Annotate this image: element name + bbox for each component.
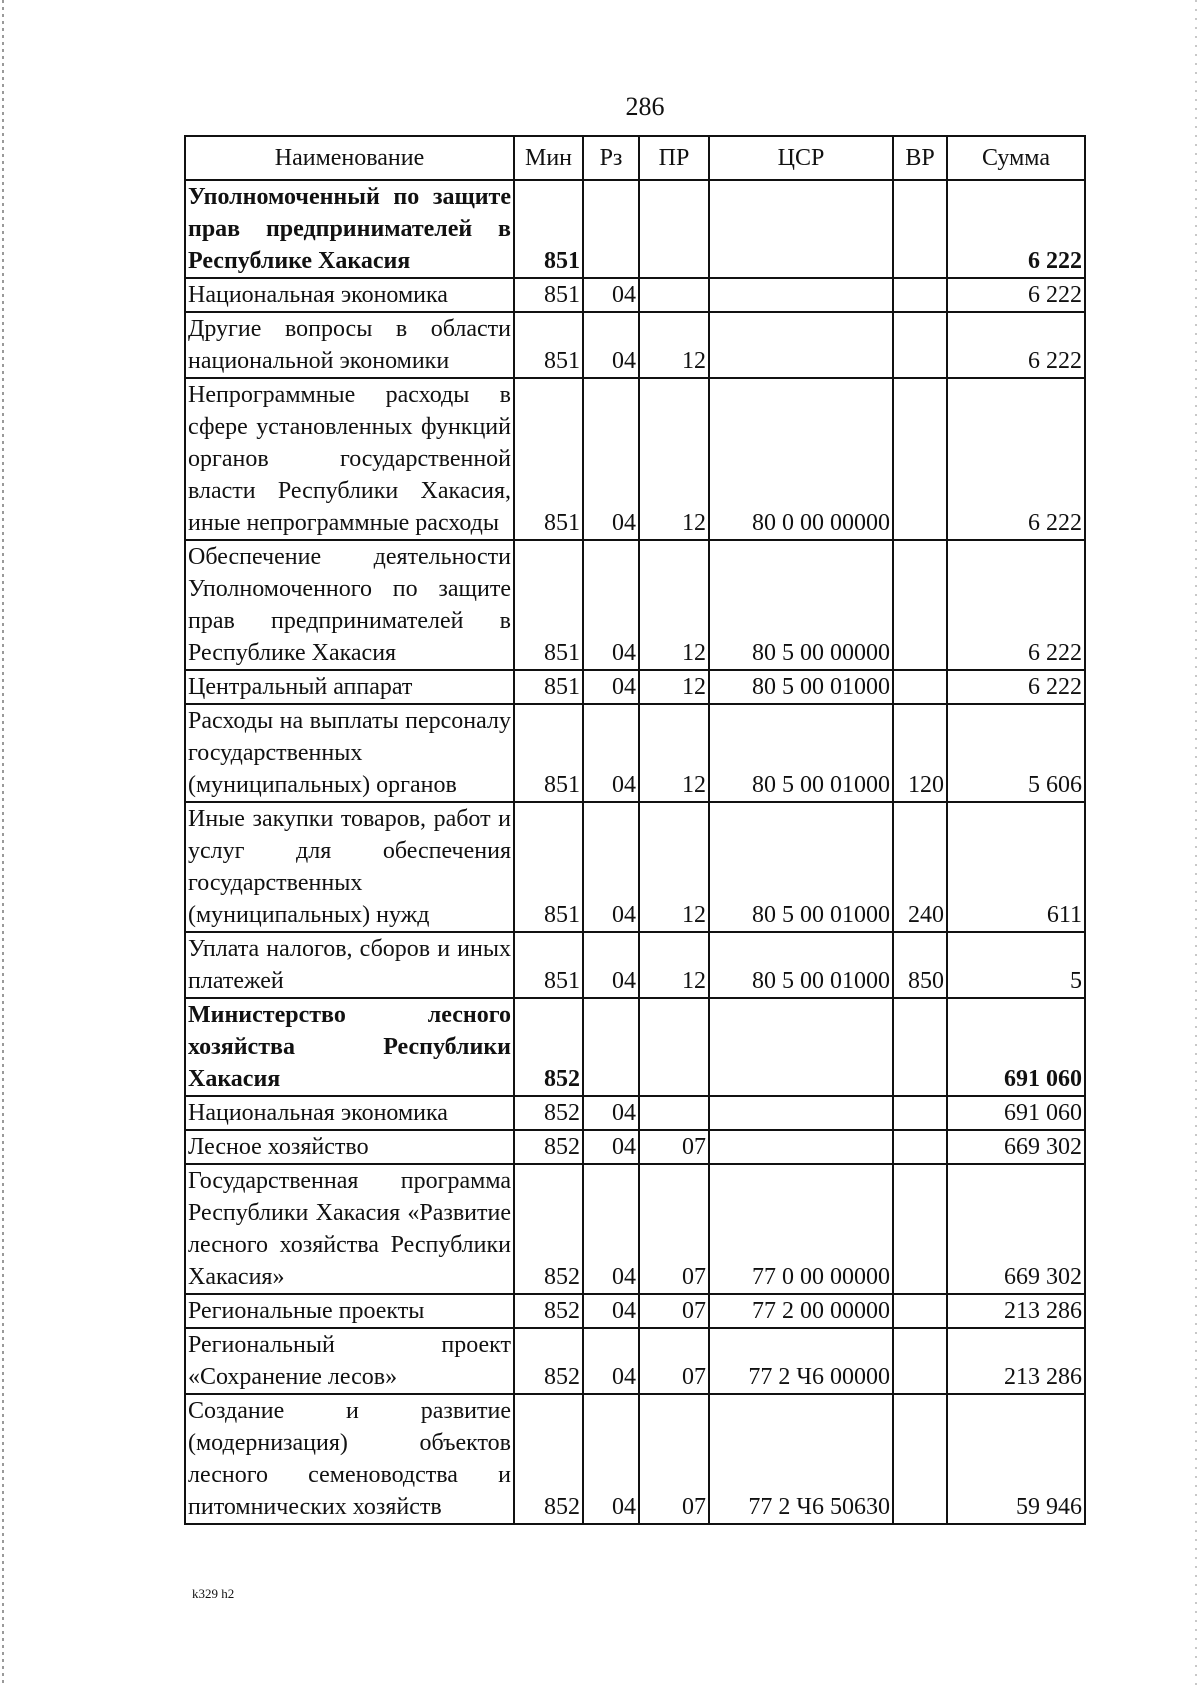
cell-csr: 80 5 00 01000 (709, 932, 893, 998)
cell-vr (893, 1130, 947, 1164)
table-header-row (185, 136, 1085, 180)
cell-vr (893, 670, 947, 704)
cell-rz: 04 (583, 378, 639, 540)
cell-rz: 04 (583, 1164, 639, 1294)
cell-min: 852 (514, 998, 583, 1096)
cell-min: 851 (514, 540, 583, 670)
cell-csr: 80 0 00 00000 (709, 378, 893, 540)
cell-min: 852 (514, 1130, 583, 1164)
cell-name: Непрограммные расходы в сфере установленных функций органов государственной власти Республики Хакасия, иные непрограммные расходы (185, 378, 514, 540)
header-min: Мин (514, 136, 583, 180)
cell-name: Центральный аппарат (185, 670, 514, 704)
cell-pr: 12 (639, 312, 709, 378)
cell-rz: 04 (583, 1294, 639, 1328)
cell-rz: 04 (583, 704, 639, 802)
cell-csr: 80 5 00 00000 (709, 540, 893, 670)
cell-min: 851 (514, 802, 583, 932)
cell-name: Государственная программа Республики Хакасия «Развитие лесного хозяйства Республики Хакасия» (185, 1164, 514, 1294)
cell-sum: 6 222 (947, 540, 1085, 670)
table-row (185, 998, 1085, 1096)
cell-min: 852 (514, 1328, 583, 1394)
cell-rz: 04 (583, 1328, 639, 1394)
table-row (185, 932, 1085, 998)
table-row (185, 670, 1085, 704)
cell-sum: 213 286 (947, 1328, 1085, 1394)
cell-csr: 80 5 00 01000 (709, 704, 893, 802)
cell-vr (893, 180, 947, 278)
cell-name: Национальная экономика (185, 1096, 514, 1130)
cell-name: Лесное хозяйство (185, 1130, 514, 1164)
cell-sum: 669 302 (947, 1130, 1085, 1164)
table-row (185, 704, 1085, 802)
cell-vr (893, 1294, 947, 1328)
header-pr: ПР (639, 136, 709, 180)
budget-table (184, 135, 1086, 1525)
cell-vr: 850 (893, 932, 947, 998)
table-row (185, 802, 1085, 932)
cell-pr: 12 (639, 802, 709, 932)
cell-vr (893, 378, 947, 540)
cell-sum: 6 222 (947, 278, 1085, 312)
cell-sum: 6 222 (947, 312, 1085, 378)
cell-csr (709, 278, 893, 312)
cell-vr (893, 998, 947, 1096)
cell-csr: 77 2 Ч6 50630 (709, 1394, 893, 1524)
cell-pr: 12 (639, 378, 709, 540)
cell-pr: 07 (639, 1394, 709, 1524)
header-vr: ВР (893, 136, 947, 180)
cell-csr: 77 0 00 00000 (709, 1164, 893, 1294)
table-row (185, 312, 1085, 378)
cell-min: 851 (514, 180, 583, 278)
cell-name: Уплата налогов, сборов и иных платежей (185, 932, 514, 998)
cell-rz: 04 (583, 312, 639, 378)
header-csr: ЦСР (709, 136, 893, 180)
cell-vr (893, 312, 947, 378)
cell-sum: 5 (947, 932, 1085, 998)
cell-pr (639, 1096, 709, 1130)
cell-pr: 07 (639, 1130, 709, 1164)
cell-pr (639, 180, 709, 278)
table-row (185, 180, 1085, 278)
cell-pr: 12 (639, 932, 709, 998)
cell-pr: 07 (639, 1294, 709, 1328)
cell-rz (583, 180, 639, 278)
cell-pr (639, 278, 709, 312)
cell-sum: 669 302 (947, 1164, 1085, 1294)
cell-min: 852 (514, 1096, 583, 1130)
cell-vr (893, 278, 947, 312)
scan-edge-right (1195, 0, 1197, 1686)
table-row (185, 1164, 1085, 1294)
cell-name: Министерство лесного хозяйства Республики Хакасия (185, 998, 514, 1096)
cell-vr (893, 1096, 947, 1130)
cell-pr: 07 (639, 1164, 709, 1294)
table-row (185, 1130, 1085, 1164)
table-row (185, 1096, 1085, 1130)
cell-pr: 07 (639, 1328, 709, 1394)
cell-sum: 213 286 (947, 1294, 1085, 1328)
cell-name: Региональные проекты (185, 1294, 514, 1328)
cell-name: Расходы на выплаты персоналу государственных (муниципальных) органов (185, 704, 514, 802)
cell-rz: 04 (583, 802, 639, 932)
cell-sum: 6 222 (947, 378, 1085, 540)
cell-min: 851 (514, 312, 583, 378)
cell-name: Создание и развитие (модернизация) объектов лесного семеноводства и питомнических хозяйств (185, 1394, 514, 1524)
cell-csr: 77 2 00 00000 (709, 1294, 893, 1328)
header-name: Наименование (185, 136, 514, 180)
cell-rz: 04 (583, 278, 639, 312)
cell-rz: 04 (583, 1130, 639, 1164)
table-row (185, 278, 1085, 312)
cell-vr (893, 540, 947, 670)
table-row (185, 378, 1085, 540)
cell-name: Национальная экономика (185, 278, 514, 312)
cell-vr (893, 1328, 947, 1394)
header-sum: Сумма (947, 136, 1085, 180)
cell-csr: 80 5 00 01000 (709, 802, 893, 932)
header-rz: Рз (583, 136, 639, 180)
cell-name: Другие вопросы в области национальной экономики (185, 312, 514, 378)
cell-rz: 04 (583, 1096, 639, 1130)
footer-code: k329 h2 (192, 1586, 235, 1601)
cell-sum: 59 946 (947, 1394, 1085, 1524)
cell-pr: 12 (639, 704, 709, 802)
cell-min: 851 (514, 378, 583, 540)
cell-name: Обеспечение деятельности Уполномоченного по защите прав предпринимателей в Республике Хакасия (185, 540, 514, 670)
cell-rz: 04 (583, 932, 639, 998)
cell-min: 851 (514, 704, 583, 802)
cell-pr: 12 (639, 540, 709, 670)
cell-csr (709, 1130, 893, 1164)
table-row (185, 1294, 1085, 1328)
cell-vr: 120 (893, 704, 947, 802)
cell-rz: 04 (583, 1394, 639, 1524)
cell-pr: 12 (639, 670, 709, 704)
cell-csr (709, 312, 893, 378)
cell-min: 851 (514, 932, 583, 998)
cell-sum: 5 606 (947, 704, 1085, 802)
cell-csr (709, 998, 893, 1096)
cell-name: Региональный проект «Сохранение лесов» (185, 1328, 514, 1394)
cell-vr: 240 (893, 802, 947, 932)
cell-name: Уполномоченный по защите прав предпринимателей в Республике Хакасия (185, 180, 514, 278)
table-row (185, 1328, 1085, 1394)
cell-name: Иные закупки товаров, работ и услуг для обеспечения государственных (муниципальных) нужд (185, 802, 514, 932)
cell-sum: 611 (947, 802, 1085, 932)
cell-sum: 6 222 (947, 180, 1085, 278)
cell-rz: 04 (583, 670, 639, 704)
cell-sum: 691 060 (947, 998, 1085, 1096)
cell-min: 852 (514, 1394, 583, 1524)
cell-csr (709, 1096, 893, 1130)
cell-vr (893, 1394, 947, 1524)
page-number: 286 (625, 92, 665, 121)
table-row (185, 1394, 1085, 1524)
table-row (185, 540, 1085, 670)
cell-rz: 04 (583, 540, 639, 670)
cell-min: 851 (514, 670, 583, 704)
cell-sum: 6 222 (947, 670, 1085, 704)
cell-sum: 691 060 (947, 1096, 1085, 1130)
cell-pr (639, 998, 709, 1096)
cell-min: 851 (514, 278, 583, 312)
cell-csr: 80 5 00 01000 (709, 670, 893, 704)
cell-min: 852 (514, 1164, 583, 1294)
cell-vr (893, 1164, 947, 1294)
cell-csr: 77 2 Ч6 00000 (709, 1328, 893, 1394)
cell-min: 852 (514, 1294, 583, 1328)
cell-csr (709, 180, 893, 278)
cell-rz (583, 998, 639, 1096)
scan-edge-left (2, 0, 4, 1686)
